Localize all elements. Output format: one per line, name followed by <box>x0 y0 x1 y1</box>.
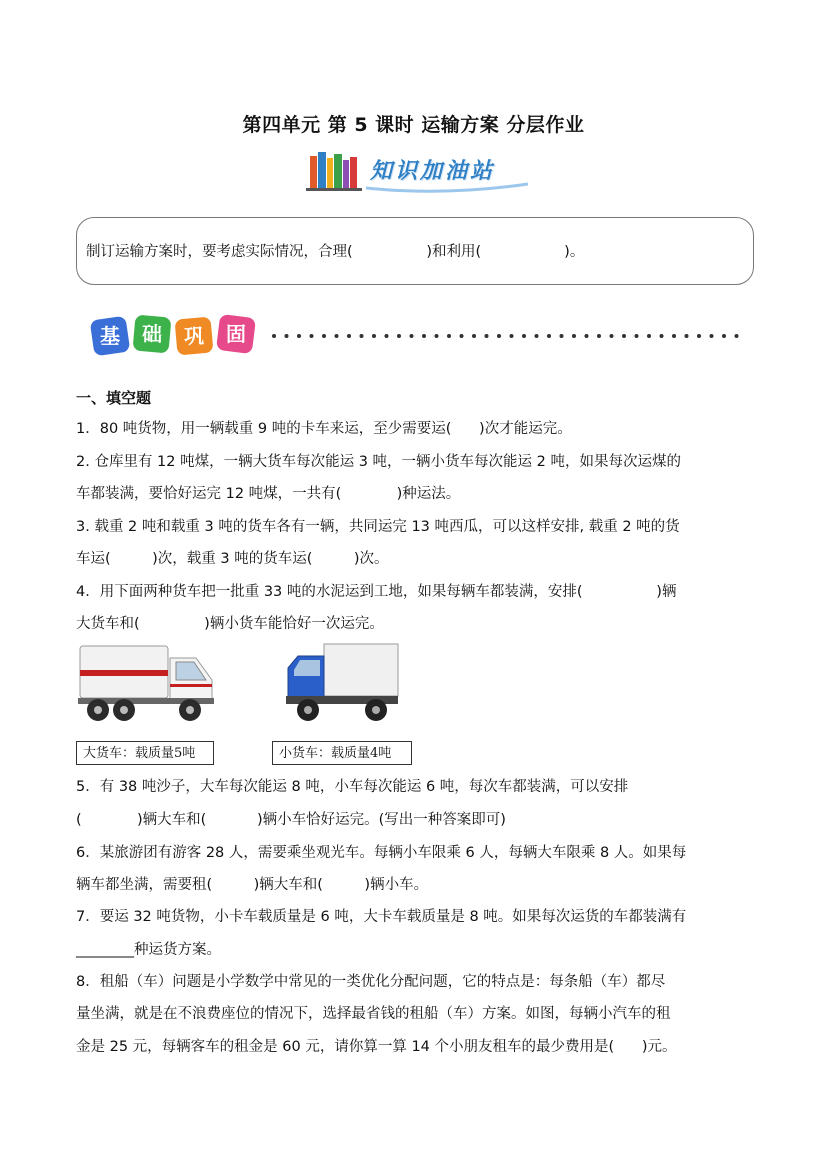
divider-dot <box>647 334 651 338</box>
question-5-line-1: 5．有 38 吨沙子，大车每次能运 8 吨，小车每次能运 6 吨，每次车都装满，可以安排 <box>76 779 629 795</box>
divider-dot <box>297 334 301 338</box>
divider-dot <box>322 334 326 338</box>
divider-dot <box>635 334 639 338</box>
divider-dot <box>710 334 714 338</box>
divider-dot <box>360 334 364 338</box>
divider-dot <box>372 334 376 338</box>
small-truck-image <box>284 642 402 724</box>
question-3-line-1: 3. 载重 2 吨和载重 3 吨的货车各有一辆，共同运完 13 吨西瓜，可以这样安排, 载重 2 吨的货 <box>76 519 680 535</box>
divider-dot <box>472 334 476 338</box>
question-7-line-1: 7．要运 32 吨货物，小卡车载质量是 6 吨，大卡车载质量是 8 吨。如果每次运货的车都装满有 <box>76 909 687 925</box>
basics-banner <box>82 310 752 366</box>
divider-dot <box>585 334 589 338</box>
dotted-divider <box>272 334 739 338</box>
divider-dot <box>622 334 626 338</box>
divider-dot <box>410 334 414 338</box>
divider-dot <box>497 334 501 338</box>
question-2-line-1: 2. 仓库里有 12 吨煤，一辆大货车每次能运 3 吨，一辆小货车每次能运 2 吨，如果每次运煤的 <box>76 454 681 470</box>
divider-dot <box>735 334 739 338</box>
divider-dot <box>285 334 289 338</box>
question-5-line-2: ( )辆大车和( )辆小车恰好运完。(写出一种答案即可) <box>76 812 506 828</box>
basics-char-4: 固 <box>226 322 246 346</box>
question-1: 1．80 吨货物，用一辆载重 9 吨的卡车来运，至少需要运( )次才能运完。 <box>76 421 572 437</box>
basics-char-2: 础 <box>142 322 162 346</box>
question-6-line-1: 6．某旅游团有游客 28 人，需要乘坐观光车。每辆小车限乘 6 人，每辆大车限乘 8 人。如果每 <box>76 845 687 861</box>
divider-dot <box>660 334 664 338</box>
knowledge-text: 制订运输方案时，要考虑实际情况，合理( )和利用( )。 <box>86 244 585 260</box>
divider-dot <box>560 334 564 338</box>
question-8-line-3: 金是 25 元，每辆客车的租金是 60 元，请你算一算 14 个小朋友租车的最少费用是( )元。 <box>76 1039 677 1055</box>
big-truck-image <box>78 640 218 724</box>
divider-dot <box>510 334 514 338</box>
knowledge-station-title: 知识加油站 <box>370 159 496 184</box>
divider-dot <box>685 334 689 338</box>
divider-dot <box>347 334 351 338</box>
question-6-line-2: 辆车都坐满，需要租( )辆大车和( )辆小车。 <box>76 877 429 893</box>
divider-dot <box>335 334 339 338</box>
divider-dot <box>722 334 726 338</box>
divider-dot <box>310 334 314 338</box>
divider-dot <box>697 334 701 338</box>
divider-dot <box>460 334 464 338</box>
divider-dot <box>385 334 389 338</box>
question-4-line-1: 4．用下面两种货车把一批重 33 吨的水泥运到工地，如果每辆车都装满，安排( )辆 <box>76 584 677 600</box>
question-2-line-2: 车都装满，要恰好运完 12 吨煤，一共有( )种运法。 <box>76 486 461 502</box>
divider-dot <box>422 334 426 338</box>
books-icon <box>306 152 362 191</box>
divider-dot <box>535 334 539 338</box>
divider-dot <box>572 334 576 338</box>
divider-dot <box>522 334 526 338</box>
divider-dot <box>435 334 439 338</box>
question-8-line-1: 8．租船（车）问题是小学数学中常见的一类优化分配问题，它的特点是：每条船（车）都尽 <box>76 974 666 990</box>
question-4-line-2: 大货车和( )辆小货车能恰好一次运完。 <box>76 616 384 632</box>
divider-dot <box>485 334 489 338</box>
divider-dot <box>597 334 601 338</box>
basics-char-3: 巩 <box>184 324 204 348</box>
divider-dot <box>610 334 614 338</box>
section-heading-fill-in: 一、填空题 <box>76 389 152 407</box>
divider-dot <box>547 334 551 338</box>
basics-char-1: 基 <box>100 324 120 348</box>
question-8-line-2: 量坐满，就是在不浪费座位的情况下，选择最省钱的租船（车）方案。如图，每辆小汽车的租 <box>76 1006 671 1022</box>
divider-dot <box>397 334 401 338</box>
question-3-line-2: 车运( )次，载重 3 吨的货车运( )次。 <box>76 551 389 567</box>
divider-dot <box>672 334 676 338</box>
big-truck-caption: 大货车：载质量5吨 <box>76 741 214 765</box>
question-7-line-2: ________种运货方案。 <box>76 942 221 958</box>
small-truck-caption: 小货车：载质量4吨 <box>272 741 412 765</box>
divider-dot <box>272 334 276 338</box>
divider-dot <box>447 334 451 338</box>
page-title: 第四单元 第 5 课时 运输方案 分层作业 <box>242 114 585 136</box>
